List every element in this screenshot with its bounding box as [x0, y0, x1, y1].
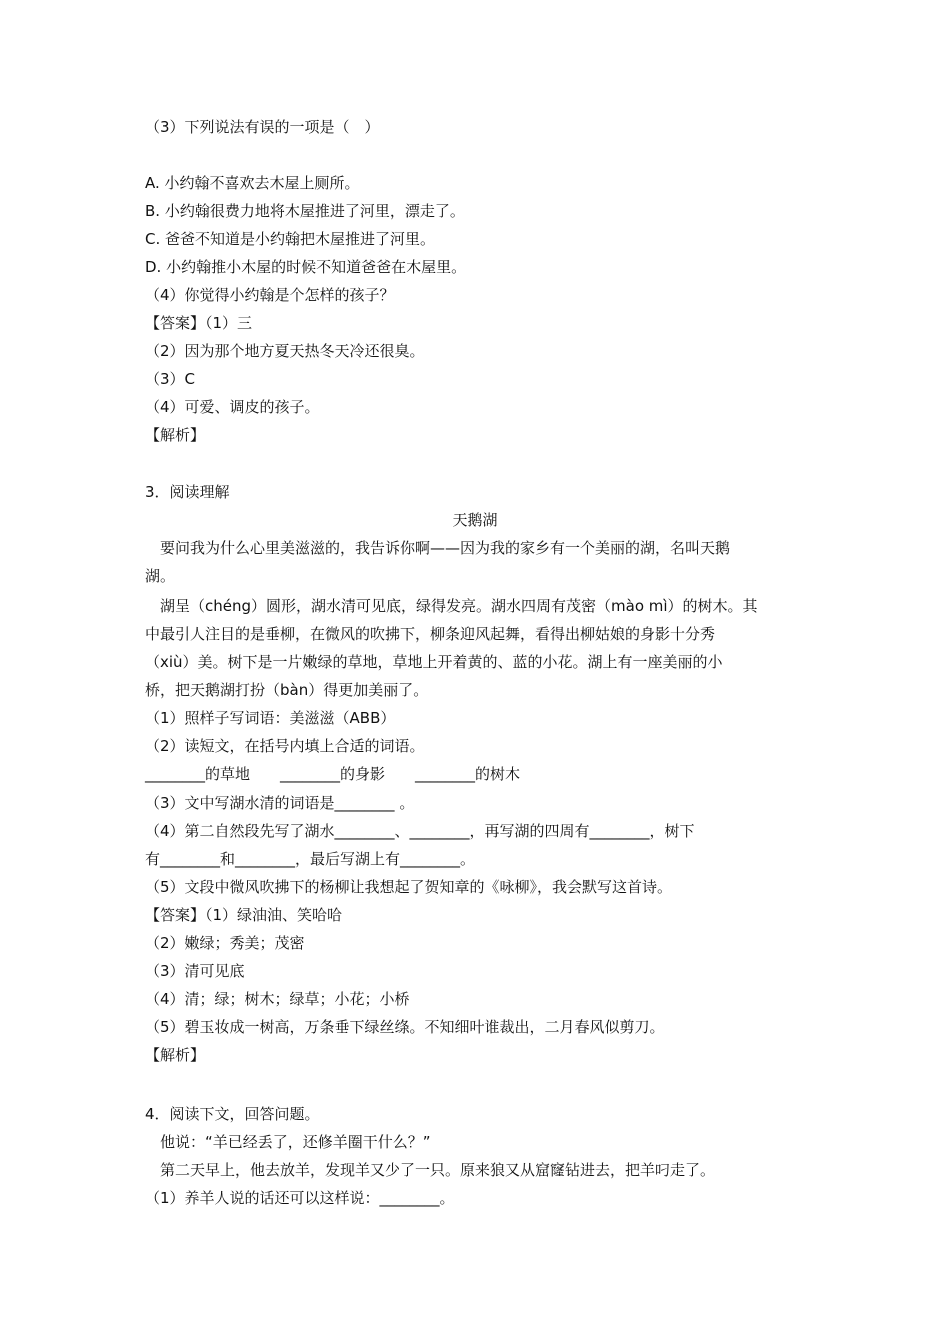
passage-line-1: 他说：“羊已经丢了，还修羊圈干什么？” [145, 1133, 431, 1151]
answer-5: （5）碧玉妆成一树高，万条垂下绿丝绦。不知细叶谁裁出，二月春风似剪刀。 [145, 1018, 665, 1036]
answer-2: （2）嫩绿；秀美；茂密 [145, 934, 305, 952]
passage-line-2: 第二天早上，他去放羊，发现羊又少了一只。原来狼又从窟窿钻进去，把羊叼走了。 [145, 1161, 716, 1179]
option-a: A. 小约翰不喜欢去木屋上厕所。 [145, 174, 360, 192]
section-3-heading: 3．阅读理解 [145, 483, 230, 501]
analysis-label: 【解析】 [145, 426, 206, 444]
passage-para-2-line-3: （xiù）美。树下是一片嫩绿的草地，草地上开着黄的、蓝的小花。湖上有一座美丽的小 [145, 653, 723, 671]
answer-1: 【答案】（1）三 [145, 314, 253, 332]
sub-question-1: （1）照样子写词语：美滋滋（ABB） [145, 709, 396, 727]
option-b: B. 小约翰很费力地将木屋推进了河里，漂走了。 [145, 202, 465, 220]
answer-4: （4）清；绿；树木；绿草；小花；小桥 [145, 990, 410, 1008]
section-4-heading: 4．阅读下文，回答问题。 [145, 1105, 320, 1123]
analysis-label: 【解析】 [145, 1046, 206, 1064]
sub-question-4-line-1: （4）第二自然段先写了湖水________、________，再写湖的四周有________，树下 [145, 822, 695, 840]
question-3-prompt: （3）下列说法有误的一项是（ ） [145, 118, 380, 136]
fill-blanks-row: ________的草地 ________的身影 ________的树木 [145, 765, 521, 783]
sub-question-3: （3）文中写湖水清的词语是________ 。 [145, 794, 415, 812]
answer-1: 【答案】（1）绿油油、笑哈哈 [145, 906, 343, 924]
passage-title: 天鹅湖 [452, 511, 498, 529]
passage-para-2-line-1: 湖呈（chéng）圆形，湖水清可见底，绿得发亮。湖水四周有茂密（mào mì）的树木。其 [145, 597, 758, 615]
sub-question-1: （1）养羊人说的话还可以这样说：________。 [145, 1189, 455, 1207]
answer-3: （3）清可见底 [145, 962, 245, 980]
sub-question-4-line-2: 有________和________，最后写湖上有________。 [145, 850, 476, 868]
answer-3: （3）C [145, 370, 196, 388]
option-d: D. 小约翰推小木屋的时候不知道爸爸在木屋里。 [145, 258, 467, 276]
passage-para-2-line-4: 桥，把天鹅湖打扮（bàn）得更加美丽了。 [145, 681, 429, 699]
sub-question-2: （2）读短文，在括号内填上合适的词语。 [145, 737, 425, 755]
sub-question-5: （5）文段中微风吹拂下的杨柳让我想起了贺知章的《咏柳》，我会默写这首诗。 [145, 878, 673, 896]
answer-4: （4）可爱、调皮的孩子。 [145, 398, 320, 416]
option-c: C. 爸爸不知道是小约翰把木屋推进了河里。 [145, 230, 436, 248]
passage-para-1-line-2: 湖。 [145, 567, 176, 585]
passage-para-1-line-1: 要问我为什么心里美滋滋的，我告诉你啊——因为我的家乡有一个美丽的湖，名叫天鹅 [145, 539, 731, 557]
answer-2: （2）因为那个地方夏天热冬天冷还很臭。 [145, 342, 425, 360]
passage-para-2-line-2: 中最引人注目的是垂柳，在微风的吹拂下，柳条迎风起舞，看得出柳姑娘的身影十分秀 [145, 625, 716, 643]
question-4-prompt: （4）你觉得小约翰是个怎样的孩子？ [145, 286, 395, 304]
